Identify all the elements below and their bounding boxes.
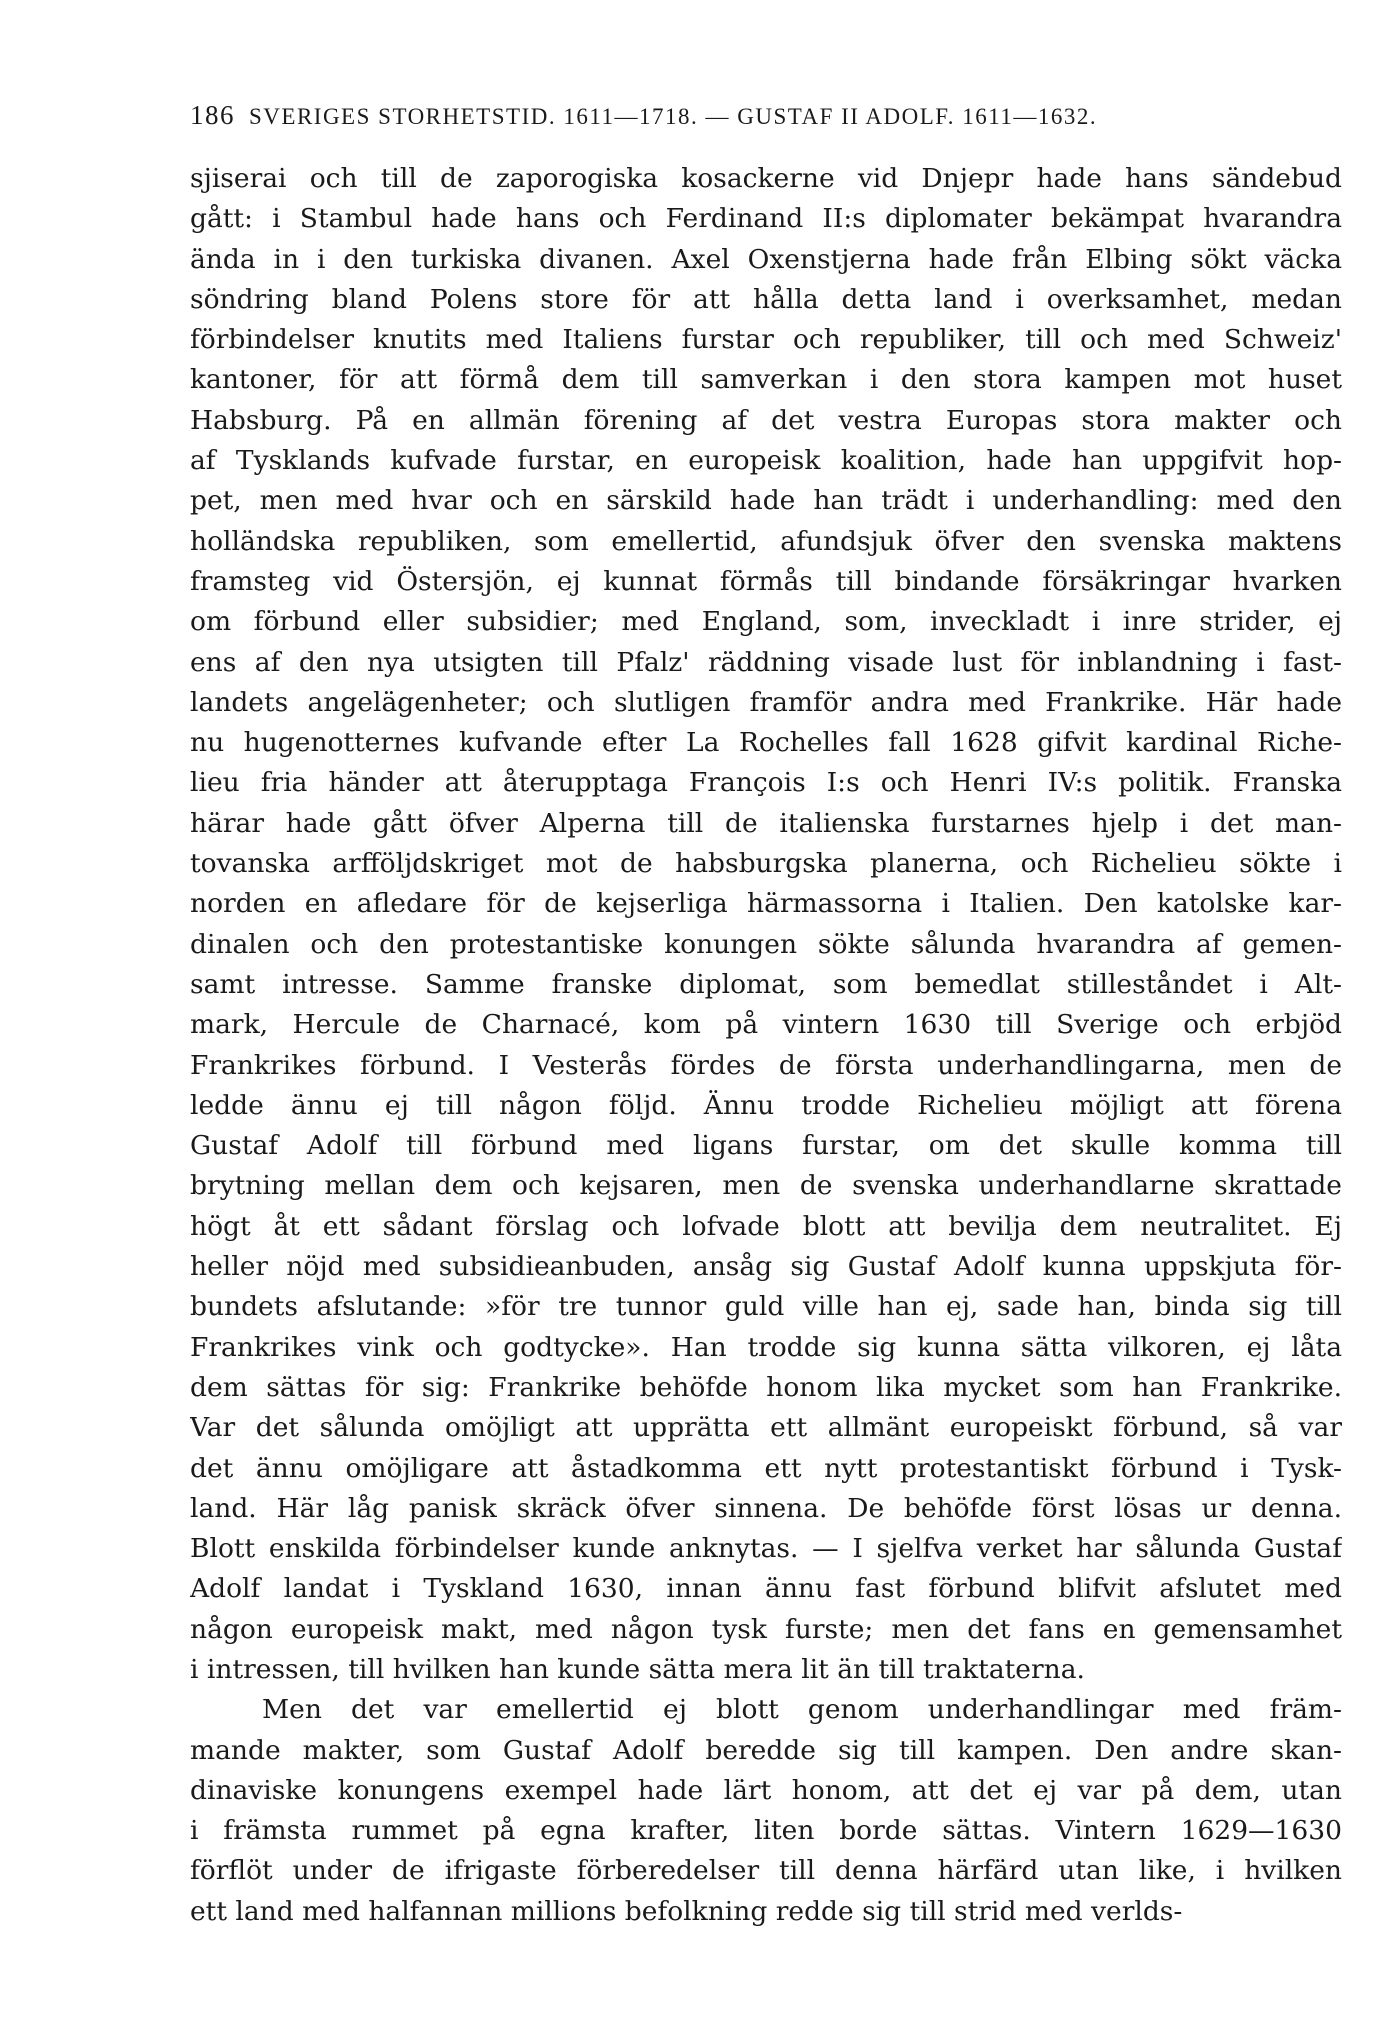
text-line: i främsta rummet på egna krafter, liten borde sättas. Vintern 1629—1630 — [190, 1815, 1342, 1847]
text-line: bundets afslutande: »för tre tunnor guld ville han ej, sade han, binda sig till — [190, 1291, 1342, 1323]
text-line: nu hugenotternes kufvande efter La Rochelles fall 1628 gifvit kardinal Riche- — [190, 727, 1342, 759]
text-line: Var det sålunda omöjligt att upprätta ett allmänt europeiskt förbund, så var — [190, 1412, 1342, 1444]
text-line: förflöt under de ifrigaste förberedelser till denna härfärd utan like, i hvilken — [190, 1855, 1342, 1887]
text-line: ett land med halfannan millions befolkning redde sig till strid med verlds- — [190, 1895, 1183, 1927]
text-line: det ännu omöjligare att åstadkomma ett nytt protestantiskt förbund i Tysk- — [190, 1452, 1342, 1484]
text-line: af Tysklands kufvade furstar, en europeisk koalition, hade han uppgifvit hop- — [190, 445, 1342, 477]
text-line: ens af den nya utsigten till Pfalz' räddning visade lust för inblandning i fast- — [190, 646, 1342, 678]
page-number: 186 — [190, 100, 235, 130]
text-line: förbindelser knutits med Italiens furstar och republiker, till och med Schweiz' — [190, 324, 1342, 356]
text-line: ledde ännu ej till någon följd. Ännu trodde Richelieu möjligt att förena — [190, 1089, 1342, 1121]
running-header — [190, 100, 1342, 131]
text-line: högt åt ett sådant förslag och lofvade blott att bevilja dem neutralitet. Ej — [190, 1210, 1342, 1242]
text-line: i intressen, till hvilken han kunde sätta mera lit än till traktaterna. — [190, 1653, 1085, 1685]
text-line: dem sättas för sig: Frankrike behöfde honom lika mycket som han Frankrike. — [190, 1371, 1342, 1403]
text-line: framsteg vid Östersjön, ej kunnat förmås till bindande försäkringar hvarken — [190, 565, 1342, 597]
text-line: brytning mellan dem och kejsaren, men de svenska underhandlarne skrattade — [190, 1170, 1342, 1202]
text-line: mande makter, som Gustaf Adolf beredde sig till kampen. Den andre skan- — [190, 1734, 1342, 1766]
text-line: landets angelägenheter; och slutligen framför andra med Frankrike. Här hade — [190, 686, 1342, 718]
text-line: söndring bland Polens store för att hålla detta land i overksamhet, medan — [190, 283, 1342, 315]
text-line: norden en afledare för de kejserliga härmassorna i Italien. Den katolske kar- — [190, 888, 1342, 920]
text-line: Habsburg. På en allmän förening af det vestra Europas stora makter och — [190, 404, 1342, 436]
book-page — [190, 100, 1342, 1932]
text-line: mark, Hercule de Charnacé, kom på vintern 1630 till Sverige och erbjöd — [190, 1009, 1342, 1041]
text-line: heller nöjd med subsidieanbuden, ansåg sig Gustaf Adolf kunna uppskjuta för- — [190, 1251, 1342, 1283]
text-line: sjiserai och till de zaporogiska kosackerne vid Dnjepr hade hans sändebud — [190, 163, 1342, 194]
text-line: tovanska arfföljdskriget mot de habsburgska planerna, och Richelieu sökte i — [190, 848, 1342, 880]
text-line: Men det var emellertid ej blott genom underhandlingar med främ- — [262, 1694, 1342, 1726]
running-title: SVERIGES STORHETSTID. 1611—1718. — GUSTAF II ADOLF. 1611—1632. — [249, 104, 1098, 129]
text-line: land. Här låg panisk skräck öfver sinnena. De behöfde först lösas ur denna. — [190, 1492, 1342, 1524]
paragraph — [190, 1690, 1342, 1932]
text-line: dinaviske konungens exempel hade lärt honom, att det ej var på dem, utan — [190, 1774, 1342, 1806]
text-line: härar hade gått öfver Alperna till de italienska furstarnes hjelp i det man- — [190, 807, 1342, 839]
text-line: ända in i den turkiska divanen. Axel Oxenstjerna hade från Elbing sökt väcka — [190, 243, 1342, 275]
text-line: Adolf landat i Tyskland 1630, innan ännu fast förbund blifvit afslutet med — [190, 1573, 1342, 1605]
text-line: kantoner, för att förmå dem till samverkan i den stora kampen mot huset — [190, 364, 1342, 396]
text-line: Frankrikes vink och godtycke». Han trodde sig kunna sätta vilkoren, ej låta — [190, 1331, 1342, 1363]
text-line: någon europeisk makt, med någon tysk furste; men det fans en gemensamhet — [190, 1613, 1342, 1645]
text-line: om förbund eller subsidier; med England, som, inveckladt i inre strider, ej — [190, 606, 1342, 638]
text-line: samt intresse. Samme franske diplomat, som bemedlat stilleståndet i Alt- — [190, 968, 1342, 1000]
text-line: Frankrikes förbund. I Vesterås fördes de första underhandlingarna, men de — [190, 1049, 1342, 1081]
text-line: Blott enskilda förbindelser kunde anknytas. — I sjelfva verket har sålunda Gustaf — [190, 1533, 1342, 1565]
paragraph — [190, 159, 1342, 1690]
text-line: dinalen och den protestantiske konungen sökte sålunda hvarandra af gemen- — [190, 928, 1342, 960]
text-line: pet, men med hvar och en särskild hade han trädt i underhandling: med den — [190, 485, 1342, 517]
text-line: holländska republiken, som emellertid, afundsjuk öfver den svenska maktens — [190, 525, 1342, 557]
text-line: Gustaf Adolf till förbund med ligans furstar, om det skulle komma till — [190, 1130, 1342, 1162]
body-text — [190, 159, 1342, 1932]
text-line: gått: i Stambul hade hans och Ferdinand II:s diplomater bekämpat hvarandra — [190, 203, 1342, 235]
text-line: lieu fria händer att återupptaga François I:s och Henri IV:s politik. Franska — [190, 767, 1342, 799]
